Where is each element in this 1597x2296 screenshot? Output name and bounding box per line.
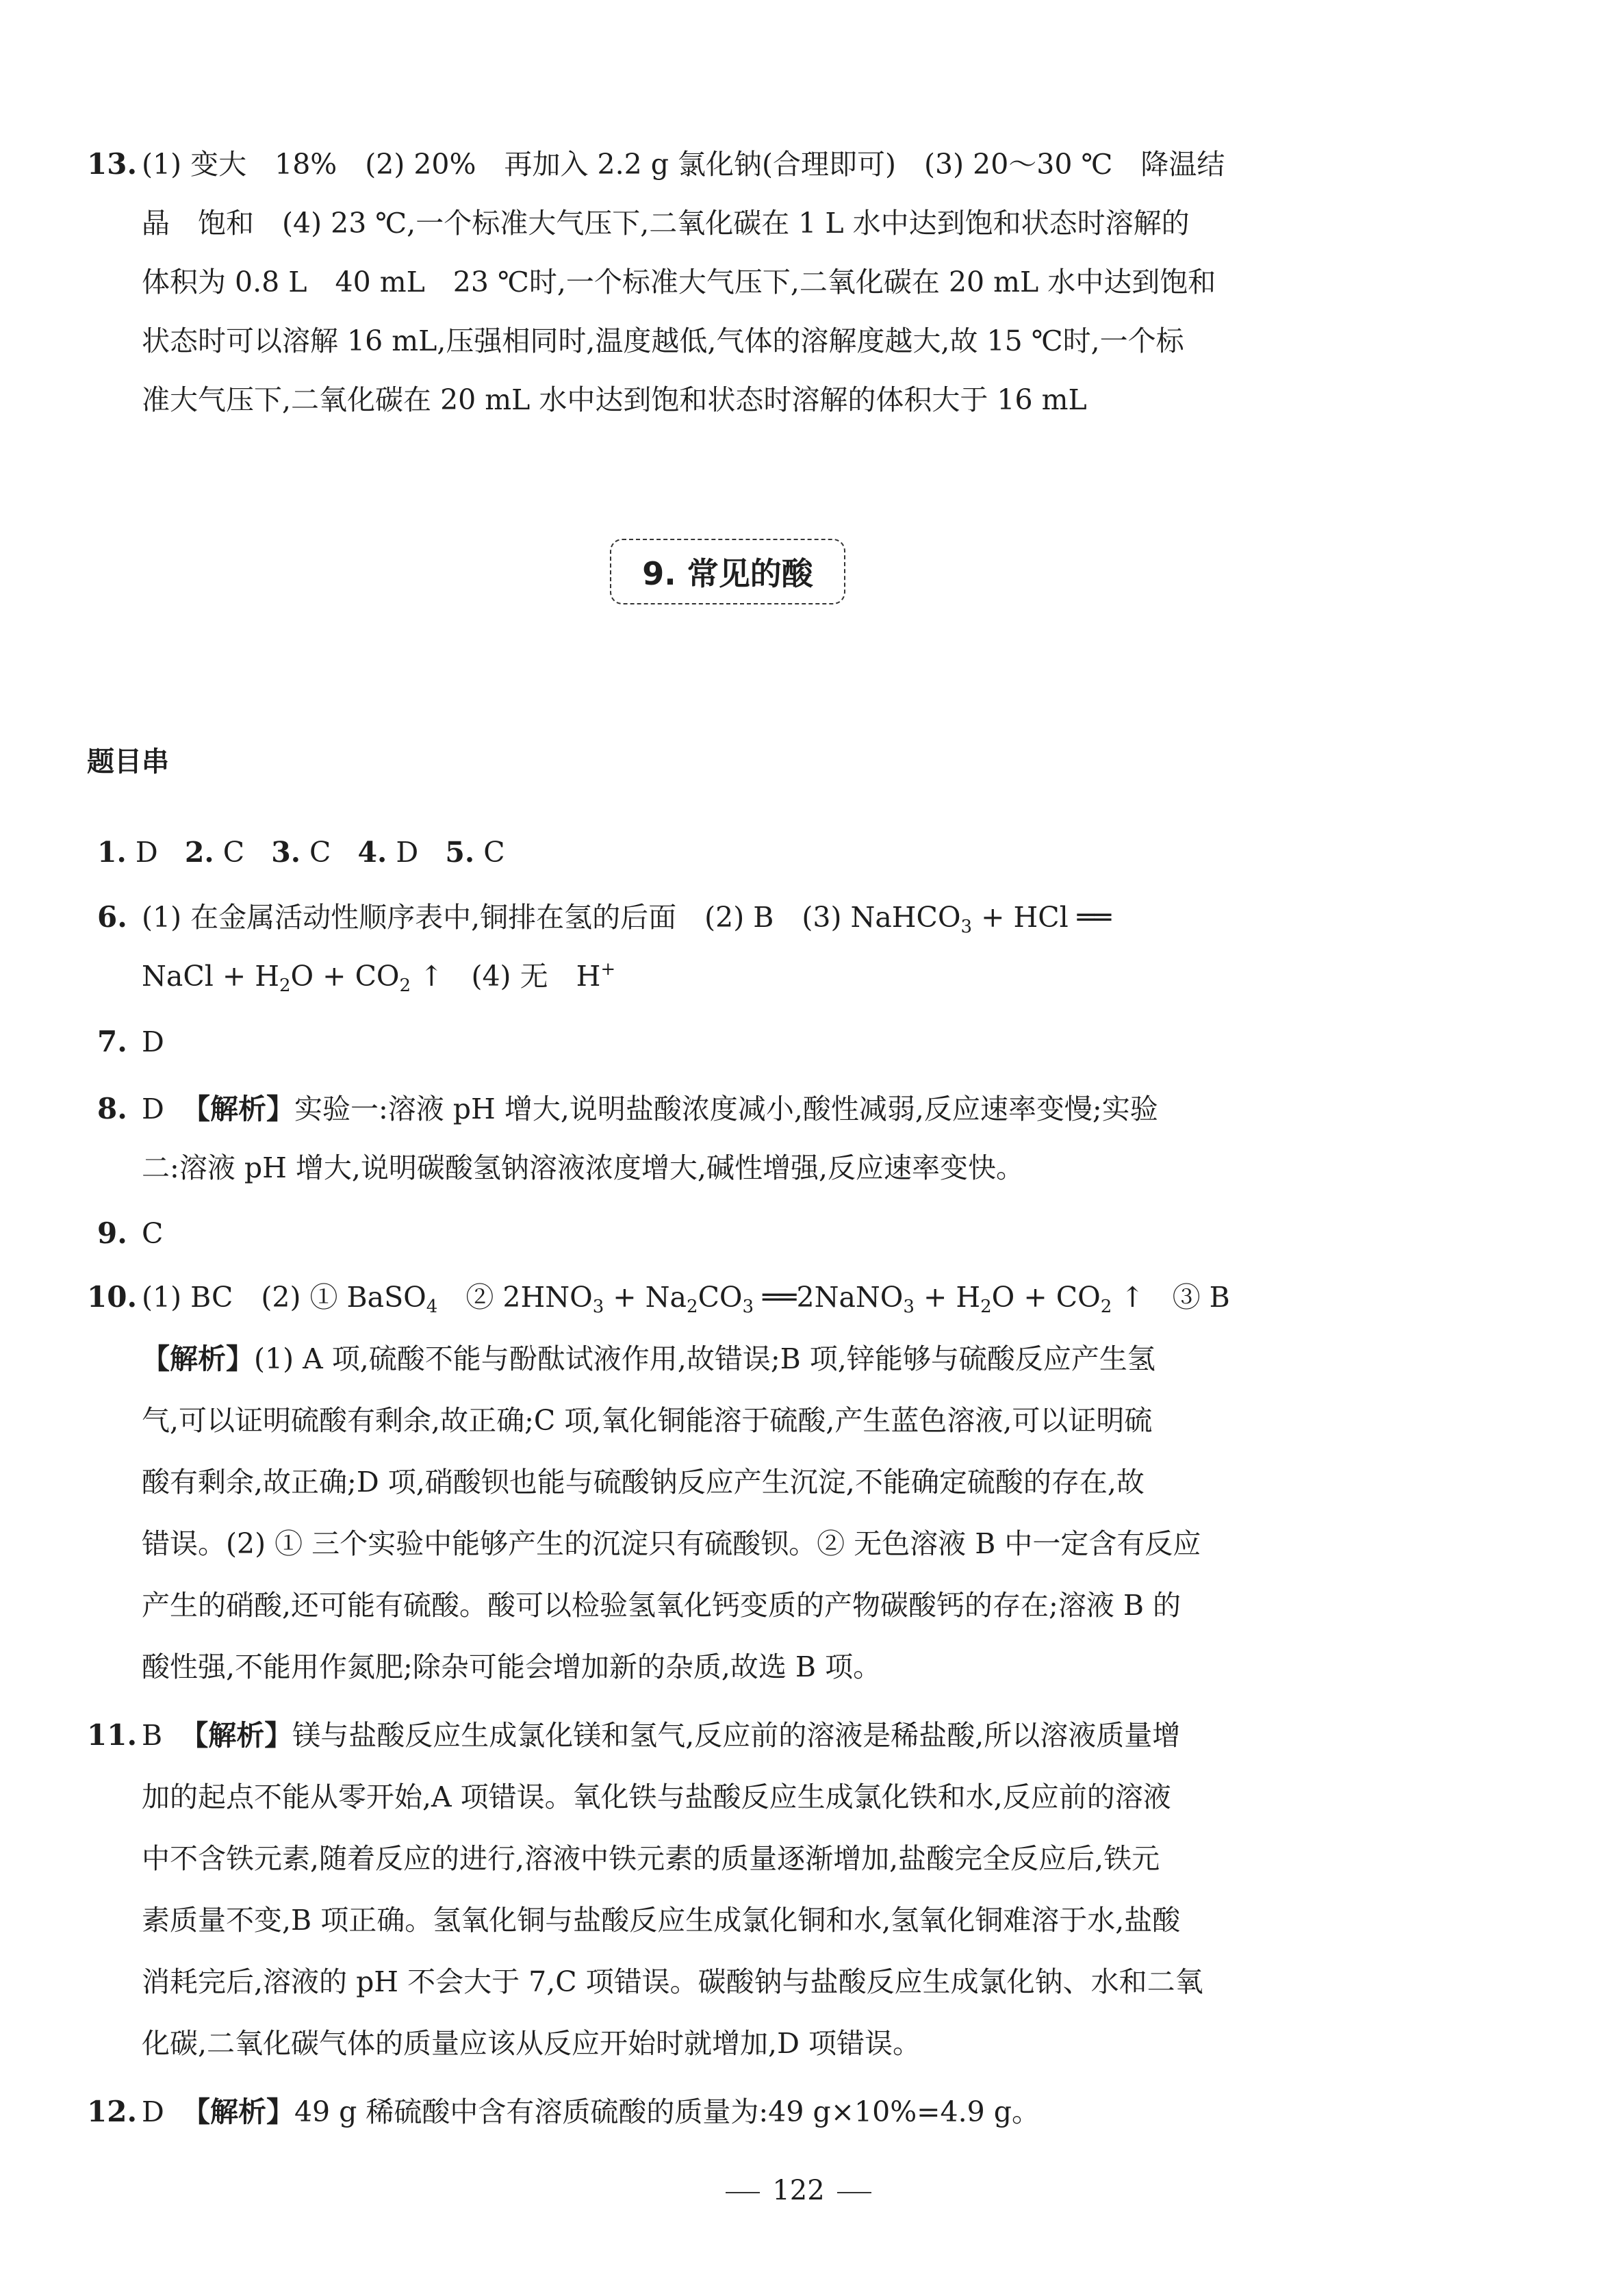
answer-line: [142, 1338, 1155, 1379]
question-number: 9.: [97, 1216, 127, 1250]
answer-line: 产生的硝酸,还可能有硫酸。酸可以检验氢氧化钙变质的产物碳酸钙的存在;溶液 B 的: [142, 1589, 1181, 1622]
text-segment: (1) A 项,硫酸不能与酚酞试液作用,故错误;B 项,锌能够与硫酸反应产生氢: [254, 1342, 1155, 1375]
answer: D: [142, 2095, 164, 2128]
subsection-heading: 题目串: [87, 746, 169, 778]
superscript: +: [600, 959, 616, 980]
answer-line: [142, 897, 1111, 938]
analysis-tag: 【解析】: [181, 1093, 294, 1125]
answer-line: 错误。(2) ① 三个实验中能够产生的沉淀只有硫酸钡。② 无色溶液 B 中一定含有反应: [142, 1527, 1201, 1560]
page-number: 122: [772, 2175, 825, 2206]
text-segment: + HCl ══: [972, 901, 1112, 934]
subscript: 2: [279, 975, 291, 996]
question-number: 10.: [87, 1280, 138, 1314]
answer-line: [142, 956, 615, 997]
answer: D: [396, 836, 419, 869]
subscript: 2: [980, 1297, 992, 1317]
subscript: 3: [592, 1297, 604, 1317]
answer: D: [142, 1093, 164, 1125]
question-number: 13.: [87, 147, 138, 181]
answer-line: 体积为 0.8 L 40 mL 23 ℃时,一个标准大气压下,二氧化碳在 20 mL 水中达到饱和: [142, 266, 1216, 298]
subscript: 3: [903, 1297, 915, 1317]
text-segment: + Na: [604, 1281, 687, 1314]
text-segment: ══2NaNO: [754, 1281, 904, 1314]
answer-line: C: [142, 1217, 164, 1250]
subscript: 3: [742, 1297, 754, 1317]
text-segment: ② 2HNO: [437, 1281, 593, 1314]
subscript: 2: [687, 1297, 698, 1317]
text-segment: 49 g 稀硫酸中含有溶质硫酸的质量为:49 g×10%=4.9 g。: [294, 2095, 1040, 2128]
text-segment: (1) BC (2) ① BaSO: [142, 1281, 426, 1314]
dash-decoration: [837, 2192, 871, 2193]
question-number: 12.: [87, 2095, 138, 2128]
text-segment: ↑ ③ B: [1112, 1281, 1230, 1314]
answer-line: 状态时可以溶解 16 mL,压强相同时,温度越低,气体的溶解度越大,故 15 ℃时,一个标: [142, 324, 1184, 357]
answer: C: [309, 836, 331, 869]
answer-line: 二:溶液 pH 增大,说明碳酸氢钠溶液浓度增大,碱性增强,反应速率变快。: [142, 1151, 1024, 1184]
subscript: 3: [960, 917, 973, 937]
question-number: 2.: [184, 836, 214, 869]
answer-line: 气,可以证明硫酸有剩余,故正确;C 项,氧化铜能溶于硫酸,产生蓝色溶液,可以证明硫: [142, 1404, 1153, 1437]
subscript: 2: [1100, 1297, 1112, 1317]
question-number: 3.: [271, 836, 301, 869]
question-number: 1.: [97, 836, 127, 869]
question-number: 8.: [97, 1092, 127, 1125]
answer-line: [142, 1088, 1158, 1130]
answer-line: 加的起点不能从零开始,A 项错误。氧化铁与盐酸反应生成氯化铁和水,反应前的溶液: [142, 1781, 1171, 1813]
answer-line: 素质量不变,B 项正确。氢氧化铜与盐酸反应生成氯化铜和水,氢氧化铜难溶于水,盐酸: [142, 1904, 1181, 1937]
answer-line: 酸性强,不能用作氮肥;除杂可能会增加新的杂质,故选 B 项。: [142, 1650, 882, 1683]
text-segment: O + CO: [290, 960, 400, 993]
question-number: 11.: [87, 1718, 138, 1752]
question-number: 6.: [97, 900, 127, 934]
answer: B: [142, 1719, 163, 1752]
answer-line: [142, 1715, 1180, 1756]
answer-line-q1-5: [97, 832, 505, 873]
answer-line: 晶 饱和 (4) 23 ℃,一个标准大气压下,二氧化碳在 1 L 水中达到饱和状态时溶解的: [142, 207, 1190, 240]
answer-line: 酸有剩余,故正确;D 项,硝酸钡也能与硫酸钠反应产生沉淀,不能确定硫酸的存在,故: [142, 1466, 1145, 1498]
question-number: 7.: [97, 1025, 127, 1058]
text-segment: (1) 在金属活动性顺序表中,铜排在氢的后面 (2) B (3) NaHCO: [142, 901, 961, 934]
text-segment: CO: [698, 1281, 743, 1314]
answer: C: [483, 836, 505, 869]
text-segment: 实验一:溶液 pH 增大,说明盐酸浓度减小,酸性减弱,反应速率变慢;实验: [294, 1093, 1158, 1125]
text-segment: O + CO: [991, 1281, 1101, 1314]
text-segment: 镁与盐酸反应生成氯化镁和氢气,反应前的溶液是稀盐酸,所以溶液质量增: [292, 1719, 1181, 1752]
subscript: 4: [426, 1297, 438, 1317]
section-title-box: [610, 539, 845, 604]
page-number-footer: [0, 2170, 1597, 2211]
answer: D: [135, 836, 158, 869]
text-segment: ↑ (4) 无 H: [411, 960, 601, 993]
dash-decoration: [726, 2192, 760, 2193]
answer-line: 化碳,二氧化碳气体的质量应该从反应开始时就增加,D 项错误。: [142, 2027, 921, 2060]
answer: C: [222, 836, 245, 869]
section-title: 9. 常见的酸: [642, 555, 813, 592]
answer-line: 准大气压下,二氧化碳在 20 mL 水中达到饱和状态时溶解的体积大于 16 mL: [142, 383, 1087, 416]
text-segment: + H: [914, 1281, 981, 1314]
question-number: 5.: [445, 836, 475, 869]
answer-line: [142, 2091, 1040, 2132]
analysis-tag: 【解析】: [180, 1719, 293, 1752]
text-segment: NaCl + H: [142, 960, 279, 993]
answer-line: [142, 1277, 1230, 1318]
analysis-tag: 【解析】: [181, 2095, 294, 2128]
subscript: 2: [399, 975, 411, 996]
analysis-tag: 【解析】: [142, 1342, 254, 1375]
answer-line: 中不含铁元素,随着反应的进行,溶液中铁元素的质量逐渐增加,盐酸完全反应后,铁元: [142, 1842, 1160, 1875]
answer-line: (1) 变大 18% (2) 20% 再加入 2.2 g 氯化钠(合理即可) (3) 20～30 ℃ 降温结: [142, 148, 1225, 181]
answer-line: D: [142, 1025, 164, 1058]
answer-line: 消耗完后,溶液的 pH 不会大于 7,C 项错误。碳酸钠与盐酸反应生成氯化钠、水和二氧: [142, 1965, 1203, 1998]
question-number: 4.: [357, 836, 387, 869]
